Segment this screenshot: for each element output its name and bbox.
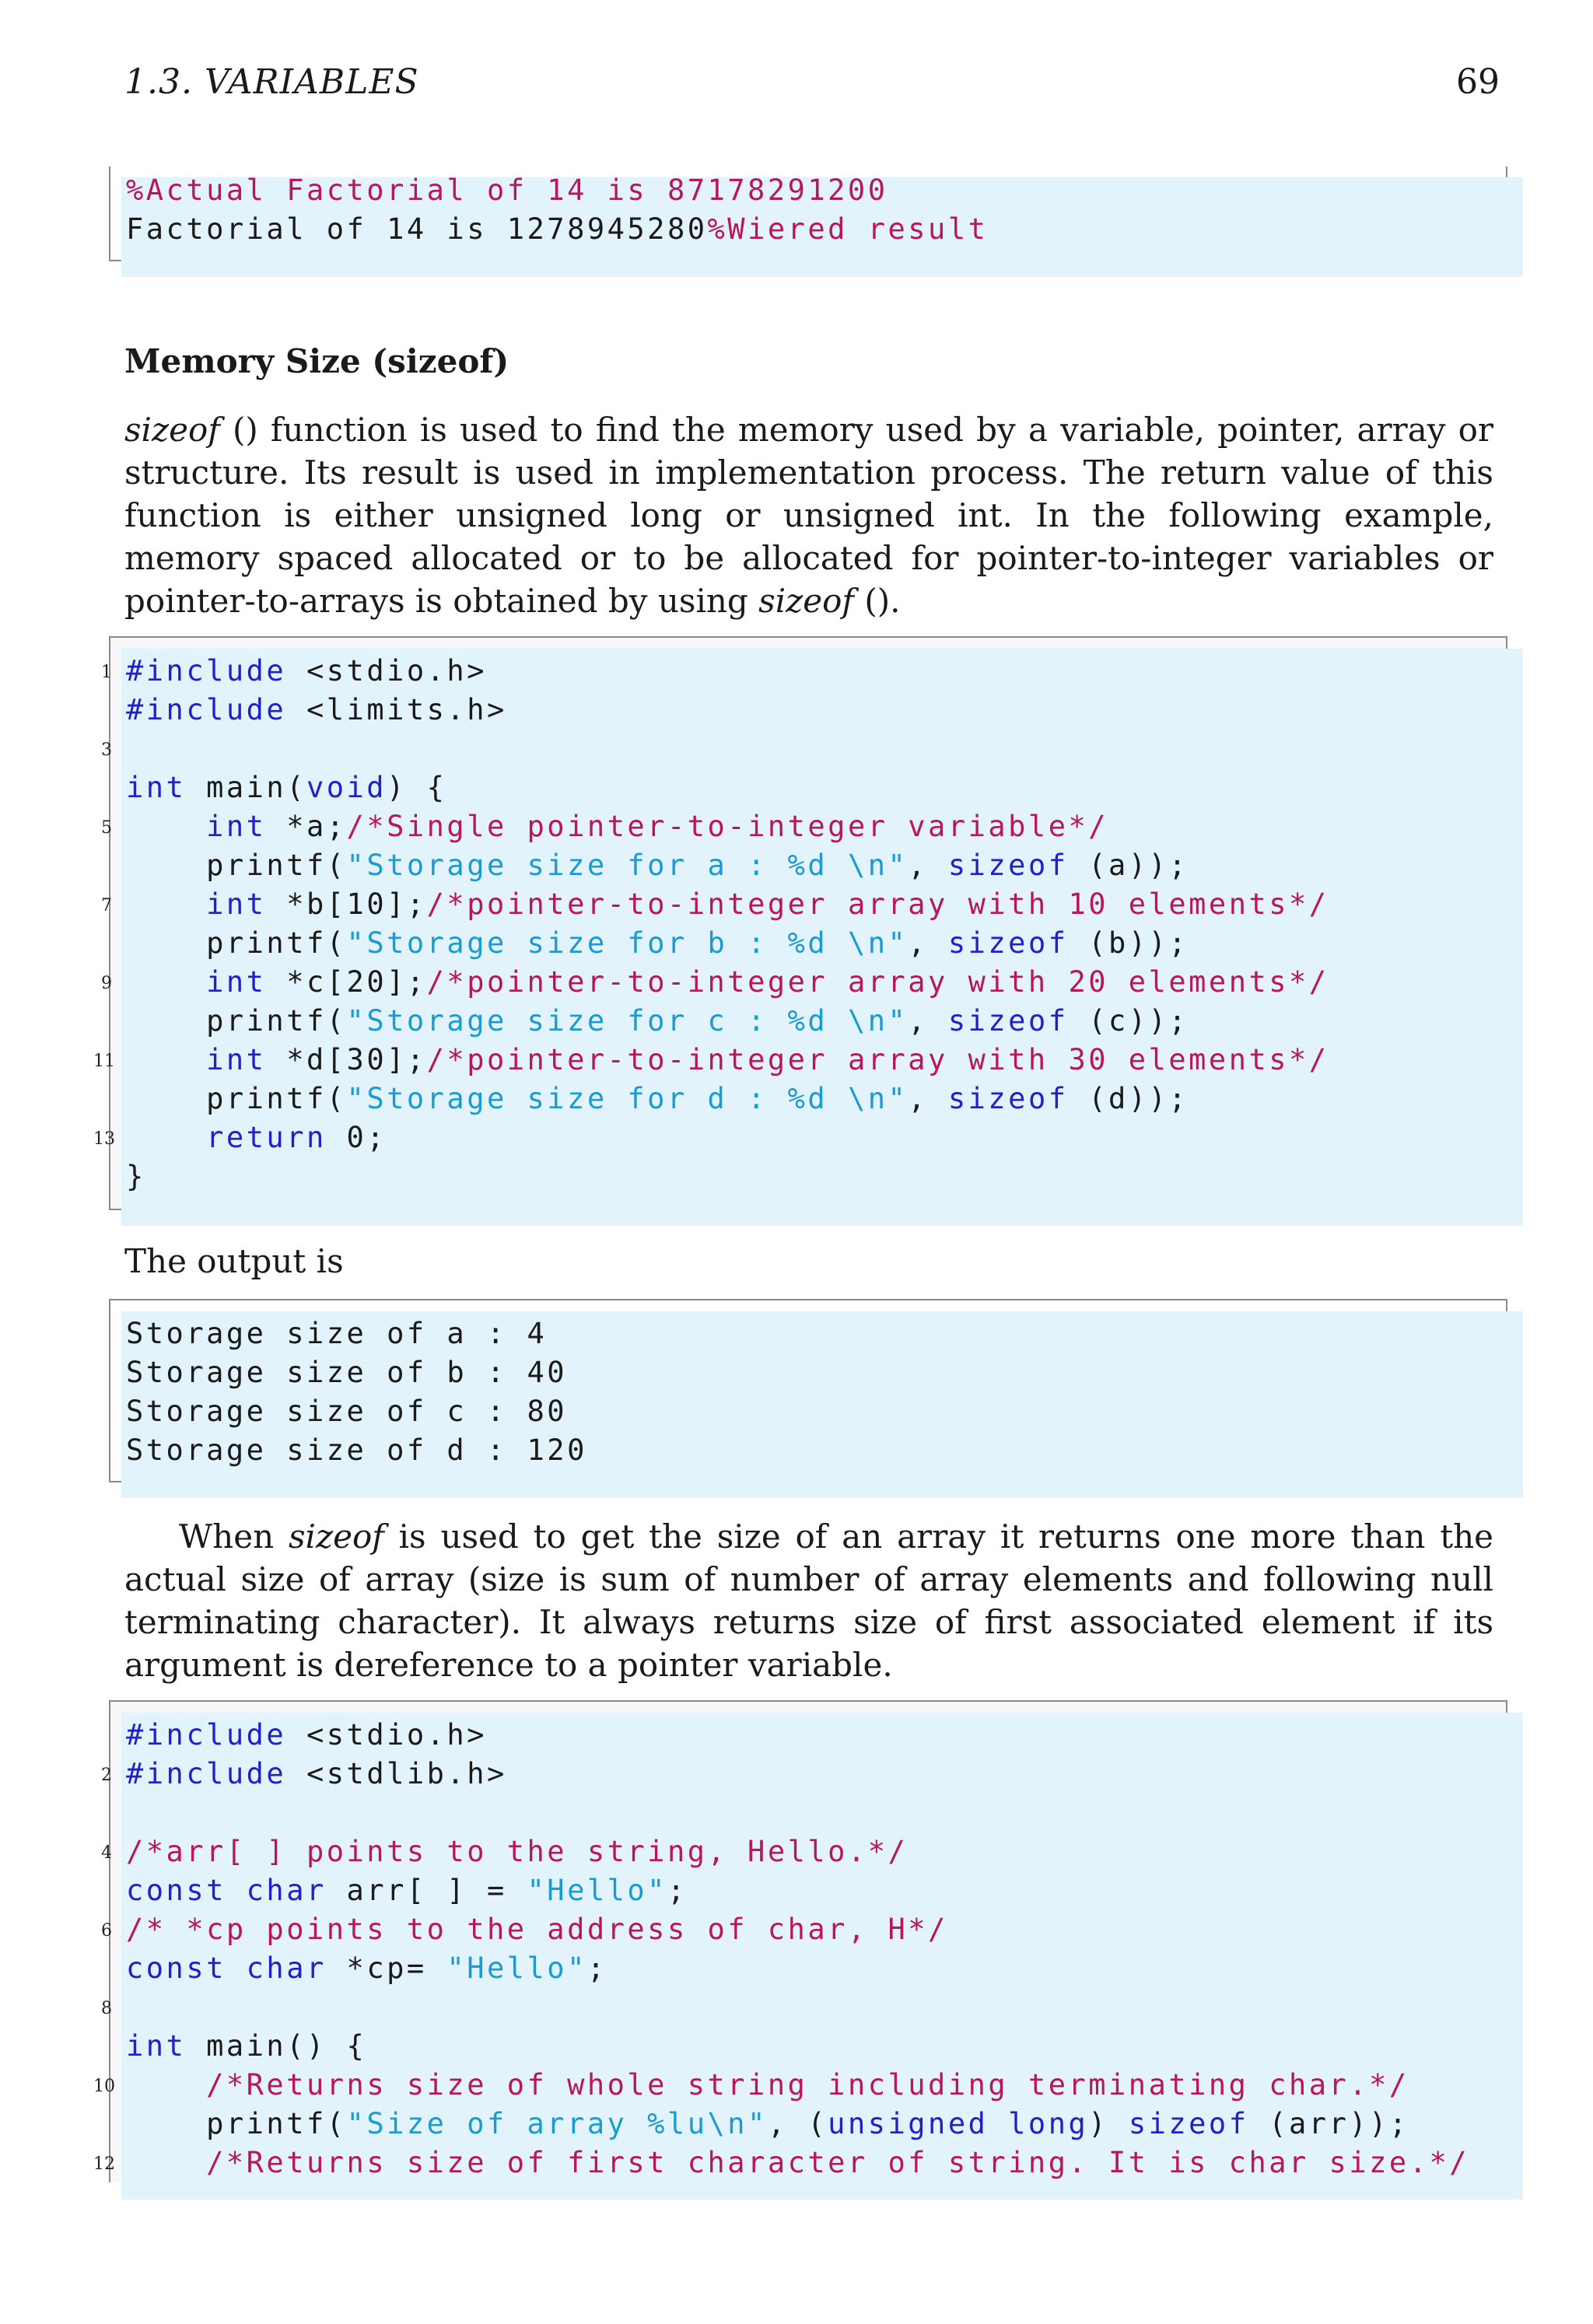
section-heading: Memory Size (sizeof) (124, 342, 509, 380)
code-line: #include <stdio.h> (126, 1718, 487, 1752)
code-line: Factorial of 14 is 1278945280%Wiered result (126, 212, 989, 246)
code-line: 2 #include <stdlib.h> (101, 1757, 507, 1790)
code-line: const char *cp= "Hello"; (126, 1951, 607, 1985)
code-line: } (126, 1160, 146, 1193)
code-line: int main() { (126, 2029, 367, 2063)
output-intro: The output is (124, 1242, 344, 1280)
code-line: 3 (101, 740, 112, 760)
output-line: Storage size of d : 120 (126, 1433, 587, 1467)
page-number: 69 (1456, 62, 1500, 102)
output-line: Storage size of a : 4 (126, 1317, 548, 1350)
code-line: #include <limits.h> (126, 693, 507, 726)
paragraph-sizeof-array: When sizeof is used to get the size of an array it returns one more than the actual size of array (size is sum of number of array elements and following null terminating character). It always returns size of first associated element if its argument is dereference to a pointer variable. (124, 1517, 1493, 1684)
code-listing-sizeof-pointers (93, 636, 1507, 1210)
output-box-sizes (109, 1299, 1507, 1482)
output-box-factorial (109, 166, 1507, 261)
page-header (124, 62, 1500, 102)
code-line: 9 int *c[20];/*pointer-to-integer array with 20 elements*/ (101, 965, 1329, 999)
code-line: printf("Storage size for c : %d \n", sizeof (c)); (206, 1004, 1189, 1038)
term-sizeof: sizeof (758, 582, 854, 620)
term-sizeof: sizeof (288, 1517, 384, 1556)
paragraph-sizeof-intro: sizeof () function is used to find the memory used by a variable, pointer, array or structure. Its result is used in implementation process. The return value of this function is either unsigned long or unsigned int. In the following example, memory spaced allocated or to be allocated for pointer-to-integer variables or pointer-to-arrays is obtained by using sizeof (). (124, 411, 1493, 620)
code-line: printf("Storage size for a : %d \n", sizeof (a)); (206, 849, 1189, 882)
code-line: 4 /*arr[ ] points to the string, Hello.*/ (101, 1835, 909, 1868)
code-line: const char arr[ ] = "Hello"; (126, 1874, 688, 1907)
code-line: 10 /*Returns size of whole string including terminating char.*/ (93, 2068, 1409, 2102)
code-line: printf("Storage size for d : %d \n", sizeof (d)); (206, 1082, 1189, 1115)
section-title: 1.3. VARIABLES (124, 62, 419, 102)
code-line: printf("Storage size for b : %d \n", sizeof (b)); (206, 926, 1189, 960)
code-line (126, 1794, 1506, 1832)
code-line: 7 int *b[10];/*pointer-to-integer array with 10 elements*/ (101, 887, 1329, 921)
code-line: %Actual Factorial of 14 is 87178291200 (126, 173, 888, 207)
code-listing-sizeof-array (93, 1700, 1507, 2182)
code-line: int main(void) { (126, 771, 447, 804)
code-line: 6 /* *cp points to the address of char, H*/ (101, 1913, 948, 1946)
code-line: 11 int *d[30];/*pointer-to-integer array with 30 elements*/ (93, 1043, 1329, 1076)
term-sizeof: sizeof (124, 411, 220, 449)
code-line: 5 int *a;/*Single pointer-to-integer variable*/ (101, 810, 1109, 843)
output-line: Storage size of b : 40 (126, 1356, 568, 1389)
code-line: 12 /*Returns size of first character of string. It is char size.*/ (93, 2146, 1469, 2179)
code-line: printf("Size of array %lu\n", (unsigned long) sizeof (arr)); (206, 2107, 1409, 2140)
output-line: Storage size of c : 80 (126, 1395, 568, 1428)
code-line: 13 return 0; (93, 1121, 387, 1154)
code-line: 8 (101, 1999, 112, 2018)
code-line: 1 #include <stdio.h> (101, 654, 487, 688)
